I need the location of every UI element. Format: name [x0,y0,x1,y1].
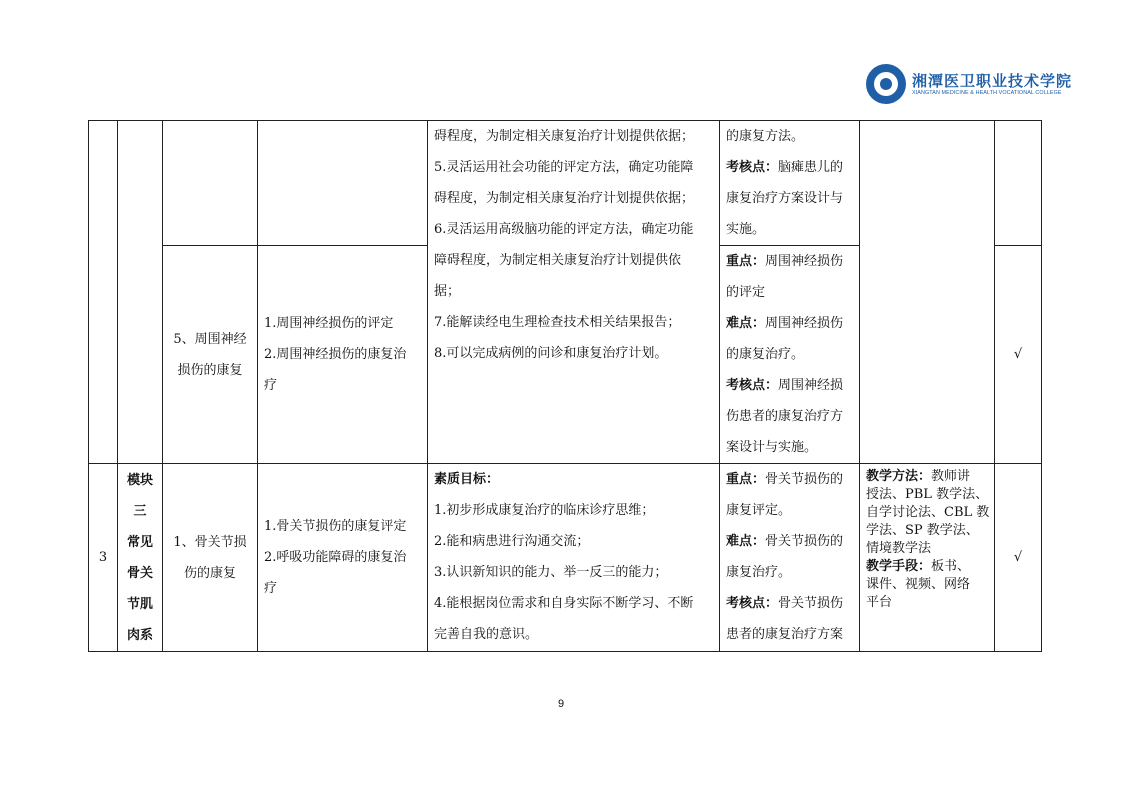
check-mark: √ [995,464,1042,652]
check-cell [995,121,1042,246]
module-cell: 模块 三 常见 骨关 节肌 肉系 [118,464,163,652]
content-cell: 1.周围神经损伤的评定 2.周围神经损伤的康复治 疗 [258,246,428,464]
objectives-cell: 碍程度，为制定相关康复治疗计划提供依据； 5.灵活运用社会功能的评定方法，确定功能障 碍程度，为制定相关康复治疗计划提供依据； 6.灵活运用高级脑功能的评定方法，确定功能 障碍程度，为制定相关康复治疗计划提供依 据； 7.能解读经电生理检查技术相关结果报告； 8.可以完成病例的问诊和康复治疗计划。 [428,121,720,464]
focus-cell: 的康复方法。 考核点：脑瘫患儿的 康复治疗方案设计与 实施。 [720,121,860,246]
number-cell: 3 [89,464,118,652]
logo-chinese-name: 湘潭医卫职业技术学院 [912,71,1073,90]
table-row [89,121,1042,246]
unit-cell [163,121,258,246]
content-cell [258,121,428,246]
content-cell: 1.骨关节损伤的康复评定 2.呼吸功能障碍的康复治 疗 [258,464,428,652]
focus-cell: 重点：骨关节损伤的 康复评定。 难点：骨关节损伤的 康复治疗。 考核点：骨关节损伤 患者的康复治疗方案 [720,464,860,652]
method-cell: 教学方法：教师讲 授法、PBL 教学法、 自学讨论法、CBL 教 学法、SP 教学法、 情境教学法 教学手段：板书、 课件、视频、网络 平台 [860,464,995,652]
unit-cell: 1、骨关节损 伤的康复 [163,464,258,652]
number-cell [89,121,118,464]
logo-english-name: XIANGTAN MEDICINE & HEALTH VOCATIONAL COLLEGE [912,89,1062,96]
focus-cell: 重点：周围神经损伤 的评定 难点：周围神经损伤 的康复治疗。 考核点：周围神经损 伤患者的康复治疗方 案设计与实施。 [720,246,860,464]
method-cell [860,121,995,464]
unit-cell: 5、周围神经 损伤的康复 [163,246,258,464]
page-number: 9 [557,698,565,710]
college-seal-icon [866,64,906,104]
objectives-cell: 素质目标： 1.初步形成康复治疗的临床诊疗思维； 2.能和病患进行沟通交流； 3.认识新知识的能力、举一反三的能力； 4.能根据岗位需求和自身实际不断学习、不断 完善自我的意识。 [428,464,720,652]
table-row [89,464,1042,652]
curriculum-table [88,120,1042,652]
module-cell [118,121,163,464]
check-mark: √ [995,246,1042,464]
college-logo [866,64,1072,104]
